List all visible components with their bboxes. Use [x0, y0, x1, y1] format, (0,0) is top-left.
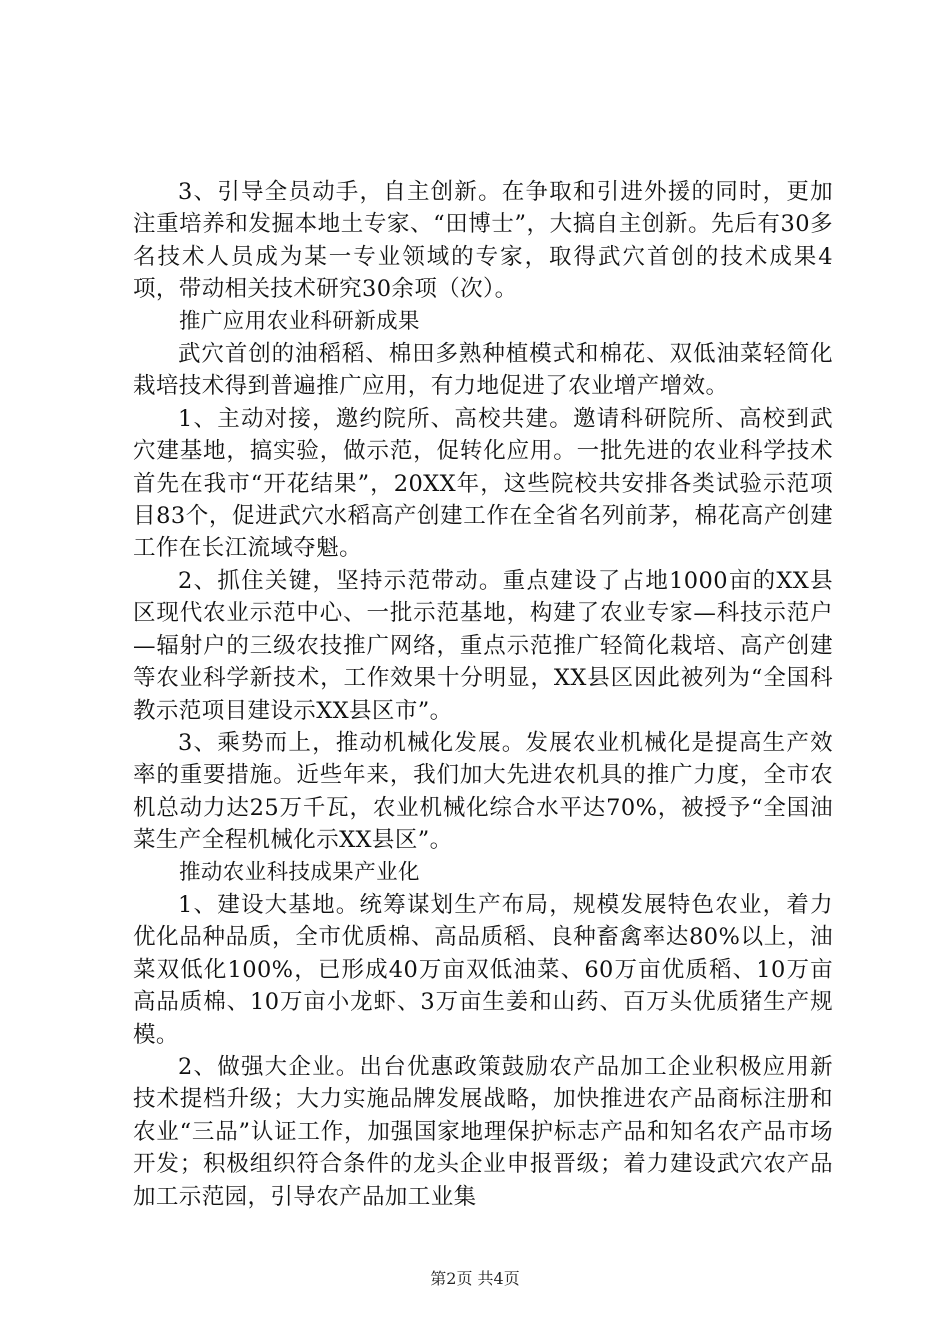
paragraph-large-base: 1、建设大基地。统筹谋划生产布局，规模发展特色农业，着力优化品种品质，全市优质棉、高品质稻、良种畜禽率达80%以上，油菜双低化100%，已形成40万亩双低油菜、60万亩优质稻、10万亩高品质棉、10万亩小龙虾、3万亩生姜和山药、百万头优质猪生产规模。: [133, 891, 833, 1048]
document-body: [133, 176, 833, 1213]
page-number-footer: 第2页 共4页: [430, 1269, 520, 1288]
paragraph-mechanization: 3、乘势而上，推动机械化发展。发展农业机械化是提高生产效率的重要措施。近些年来，我们加大先进农机具的推广力度，全市农机总动力达25万千瓦，农业机械化综合水平达70%，被授予“全国油菜生产全程机械化示XX县区”。: [133, 729, 833, 854]
paragraph-wuxue-techniques: 武穴首创的油稻稻、棉田多熟种植模式和棉花、双低油菜轻简化栽培技术得到普遍推广应用，有力地促进了农业增产增效。: [133, 341, 833, 400]
section-heading-promote-research: 推广应用农业科研新成果: [179, 308, 420, 334]
paragraph-self-innovation: 3、引导全员动手，自主创新。在争取和引进外援的同时，更加注重培养和发掘本地土专家、“田博士”，大搞自主创新。先后有30多名技术人员成为某一专业领域的专家，取得武穴首创的技术成果4项，带动相关技术研究30余项（次）。: [133, 179, 833, 303]
paragraph-strong-enterprise: 2、做强大企业。出台优惠政策鼓励农产品加工企业积极应用新技术提档升级；大力实施品牌发展战略，加快推进农产品商标注册和农业“三品”认证工作，加强国家地理保护标志产品和知名农产品市场开发；积极组织符合条件的龙头企业申报晋级；着力建设武穴农产品加工示范园，引导农产品加工业集: [133, 1053, 833, 1210]
paragraph-demonstration: 2、抓住关键，坚持示范带动。重点建设了占地1000亩的XX县区现代农业示范中心、一批示范基地，构建了农业专家—科技示范户—辐射户的三级农技推广网络，重点示范推广轻简化栽培、高产创建等农业科学新技术，工作效果十分明显，XX县区因此被列为“全国科教示范项目建设示XX县区市”。: [133, 567, 833, 724]
section-heading-industrialization: 推动农业科技成果产业化: [179, 859, 420, 885]
paragraph-institute-cooperation: 1、主动对接，邀约院所、高校共建。邀请科研院所、高校到武穴建基地，搞实验，做示范，促转化应用。一批先进的农业科学技术首先在我市“开花结果”，20XX年，这些院校共安排各类试验示范项目83个，促进武穴水稻高产创建工作在全省名列前茅，棉花高产创建工作在长江流域夺魁。: [133, 405, 833, 562]
